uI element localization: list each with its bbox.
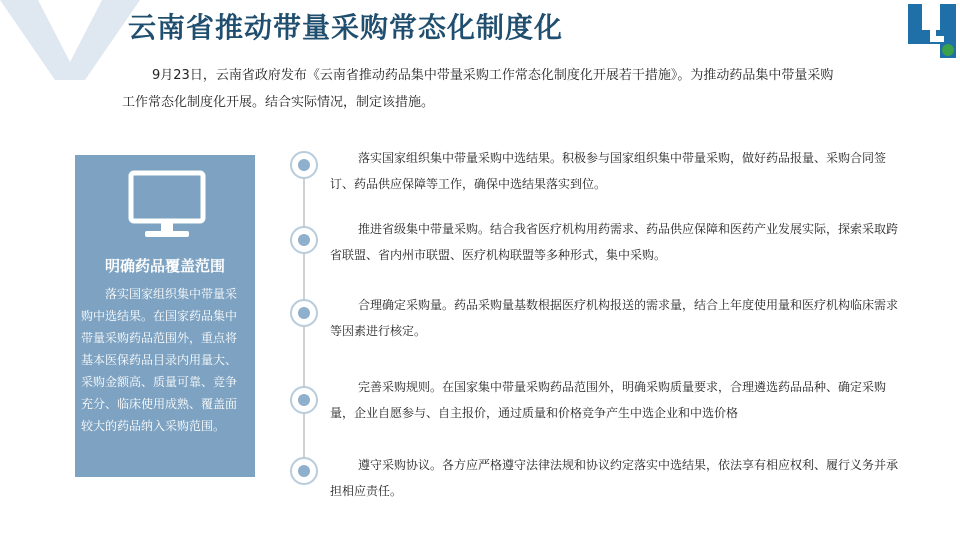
panel-title: 明确药品覆盖范围 [104,257,225,275]
page-title: 云南省推动带量采购常态化制度化 [128,11,564,44]
logo-icon [900,0,960,62]
timeline-node-icon [289,298,319,328]
timeline-item: 落实国家组织集中带量采购中选结果。积极参与国家组织集中带量采购，做好药品报量、采购合同签订、药品供应保障等工作，确保中选结果落实到位。 [330,151,887,191]
coverage-panel [75,155,255,477]
timeline-item: 遵守采购协议。各方应严格遵守法律法规和协议约定落实中选结果，依法享有相应权利、履行义务并承担相应责任。 [330,458,899,498]
timeline-item: 合理确定采购量。药品采购量基数根据医疗机构报送的需求量，结合上年度使用量和医疗机构临床需求等因素进行核定。 [330,298,899,338]
timeline-node-icon [289,150,319,180]
intro-paragraph: 9月23日，云南省政府发布《云南省推动药品集中带量采购工作常态化制度化开展若干措施》。为推动药品集中带量采购工作常态化制度化开展。结合实际情况，制定该措施。 [122,68,834,110]
timeline-item: 推进省级集中带量采购。结合我省医疗机构用药需求、药品供应保障和医药产业发展实际，探索采取跨省联盟、省内州市联盟、医疗机构联盟等多种形式，集中采购。 [330,222,899,262]
timeline-node-icon [289,225,319,255]
timeline-item: 完善采购规则。在国家集中带量采购药品范围外，明确采购质量要求，合理遴选药品品种、确定采购量，企业自愿参与、自主报价，通过质量和价格竞争产生中选企业和中选价格 [330,380,887,420]
timeline-node-icon [289,456,319,486]
panel-text: 落实国家组织集中带量采购中选结果。在国家药品集中带量采购药品范围外，重点将基本医保药品目录内用量大、采购金额高、质量可靠、竞争充分、临床使用成熟、覆盖面较大的药品纳入采购范围。 [81,287,238,433]
timeline-node-icon [289,385,319,415]
monitor-icon [127,169,207,241]
corner-decoration [0,0,140,80]
